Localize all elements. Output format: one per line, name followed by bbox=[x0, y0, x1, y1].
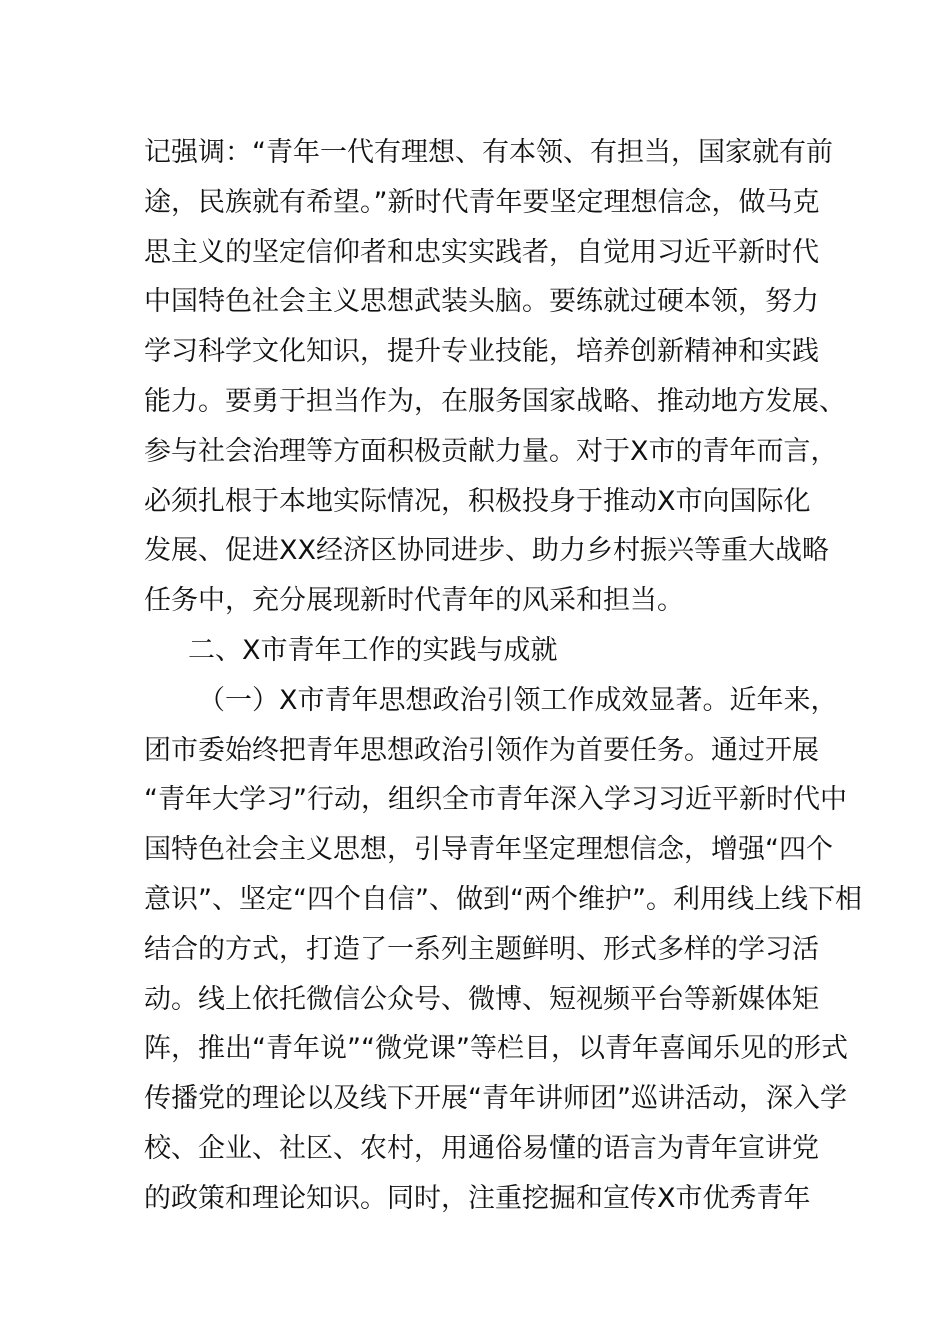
text-line: 发展、促进XX经济区协同进步、助力乡村振兴等重大战略 bbox=[144, 535, 829, 567]
text-line: 中国特色社会主义思想武装头脑。要练就过硬本领，努力 bbox=[144, 286, 819, 318]
text-line: 任务中，充分展现新时代青年的风采和担当。 bbox=[144, 585, 684, 617]
text-line: 阵，推出“青年说”“微党课”等栏目，以青年喜闻乐见的形式 bbox=[144, 1033, 848, 1065]
text-line: 意识”、坚定“四个自信”、做到“两个维护”。利用线上线下相 bbox=[144, 883, 862, 915]
text-line: 的政策和理论知识。同时，注重挖掘和宣传X市优秀青年 bbox=[144, 1182, 811, 1214]
text-line: 学习科学文化知识，提升专业技能，培养创新精神和实践 bbox=[144, 336, 819, 368]
subsection-heading-line: （一）X市青年思想政治引领工作成效显著。近年来， bbox=[198, 684, 838, 716]
text-line: 参与社会治理等方面积极贡献力量。对于X市的青年而言， bbox=[144, 435, 838, 467]
text-line: 记强调：“青年一代有理想、有本领、有担当，国家就有前 bbox=[144, 137, 833, 168]
text-line: 动。线上依托微信公众号、微博、短视频平台等新媒体矩 bbox=[144, 983, 819, 1015]
text-line: 思主义的坚定信仰者和忠实实践者，自觉用习近平新时代 bbox=[144, 236, 819, 268]
text-line: “青年大学习”行动，组织全市青年深入学习习近平新时代中 bbox=[144, 784, 847, 816]
text-line: 必须扎根于本地实际情况，积极投身于推动X市向国际化 bbox=[144, 485, 811, 517]
text-line: 国特色社会主义思想，引导青年坚定理想信念，增强“四个 bbox=[144, 834, 833, 866]
text-line: 途，民族就有希望。”新时代青年要坚定理想信念，做马克 bbox=[144, 186, 820, 218]
text-line: 能力。要勇于担当作为，在服务国家战略、推动地方发展、 bbox=[144, 385, 846, 417]
text-line: 团市委始终把青年思想政治引领作为首要任务。通过开展 bbox=[144, 734, 819, 766]
text-line: 校、企业、社区、农村，用通俗易懂的语言为青年宣讲党 bbox=[144, 1132, 819, 1164]
document-body bbox=[144, 128, 862, 1224]
text-line: 结合的方式，打造了一系列主题鲜明、形式多样的学习活 bbox=[144, 933, 819, 965]
text-line: 传播党的理论以及线下开展“青年讲师团”巡讲活动，深入学 bbox=[144, 1083, 847, 1115]
section-heading: 二、X市青年工作的实践与成就 bbox=[188, 634, 558, 666]
